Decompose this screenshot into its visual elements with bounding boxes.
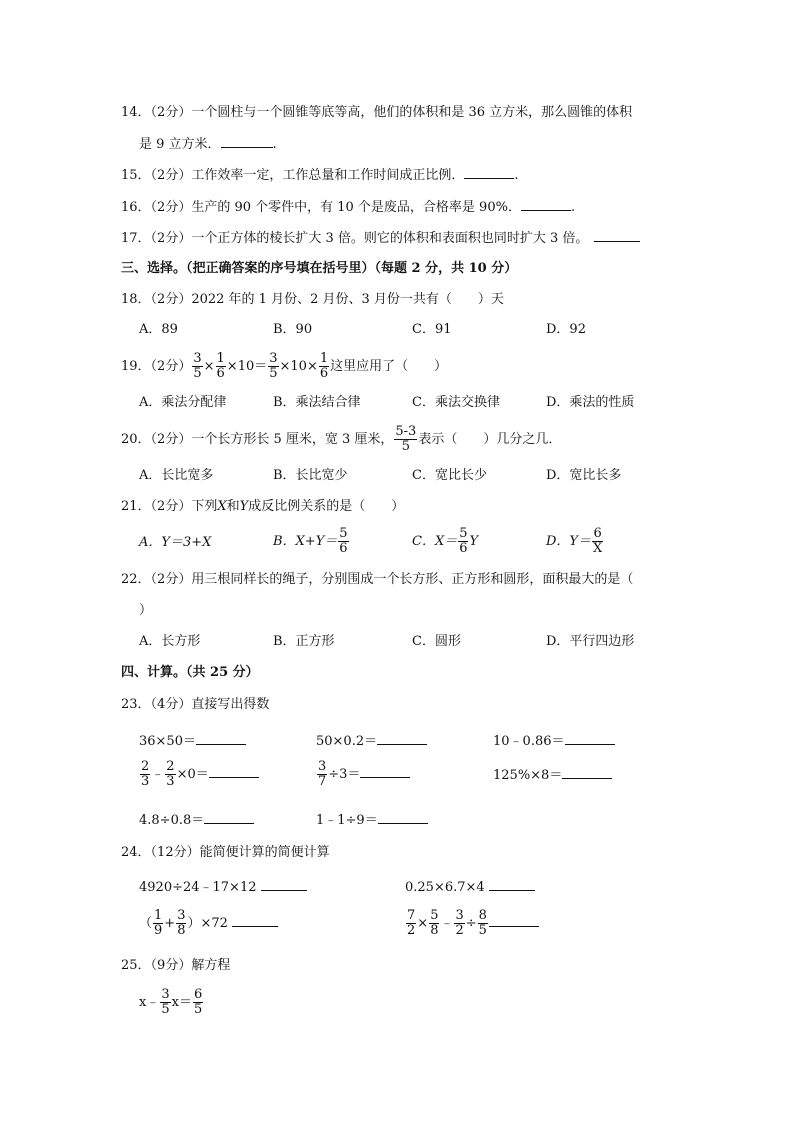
answer-blank[interactable] [489, 878, 535, 891]
option-d[interactable]: D．Y＝ $\frac{6}{X}$ [546, 526, 603, 556]
question-22-continued: ） [139, 603, 153, 618]
fraction: $\frac{6}{X}$ [593, 526, 603, 556]
answer-blank[interactable] [204, 811, 254, 824]
answer-blank[interactable] [261, 878, 307, 891]
fraction: $\frac{1}{9}$ [154, 908, 163, 938]
option-a[interactable]: A．乘法分配律 [139, 395, 227, 410]
option-d[interactable]: D．平行四边形 [546, 634, 635, 649]
answer-blank[interactable] [594, 229, 640, 242]
expression: 50×0.2＝ [316, 732, 427, 750]
option-b[interactable]: B．90 [273, 322, 313, 337]
equation: x﹣ $\frac{3}{5}$ x＝ $\frac{6}{5}$ [139, 987, 203, 1017]
question-22: 22．（2分）用三根同样长的绳子，分别围成一个长方形、正方形和圆形，面积最大的是（ [121, 572, 634, 587]
fraction: $\frac{6}{5}$ [193, 987, 203, 1017]
option-c[interactable]: C．91 [412, 322, 452, 337]
fraction: $\frac{2}{3}$ [141, 759, 150, 789]
question-19: 19．（2分） $\frac{3}{5}$ × $\frac{1}{6}$ ×10＝ $\frac{3}{5}$ ×10× $\frac{1}{6}$ 这里应用了（ ） [121, 351, 448, 381]
answer-blank[interactable] [209, 765, 259, 778]
option-b[interactable]: B．X+Y＝ $\frac{5}{6}$ [273, 526, 348, 556]
answer-blank[interactable] [489, 914, 539, 927]
option-a[interactable]: A．Y＝3+X [139, 535, 212, 550]
fraction: $\frac{1}{6}$ [319, 351, 329, 381]
fraction: $\frac{5}{6}$ [339, 526, 348, 556]
question-20: 20．（2分）一个长方形长 5 厘米，宽 3 厘米， $\frac{5-3}{5}$ 表示（ ）几分之几． [121, 424, 562, 454]
fraction: $\frac{2}{3}$ [166, 759, 175, 789]
fraction: $\frac{3}{2}$ [455, 908, 464, 938]
answer-blank[interactable] [521, 198, 571, 211]
option-c[interactable]: C．圆形 [412, 634, 461, 649]
fraction: $\frac{5-3}{5}$ [395, 424, 417, 454]
question-16: 16．（2分）生产的 90 个零件中，有 10 个是废品，合格率是 90%． . [121, 200, 576, 215]
fraction: $\frac{5}{8}$ [430, 908, 439, 938]
option-b[interactable]: B．长比宽少 [273, 468, 348, 483]
expression: 36×50＝ [139, 732, 246, 750]
answer-blank[interactable] [464, 166, 514, 179]
option-d[interactable]: D．乘法的性质 [546, 395, 635, 410]
expression: $\frac{7}{2}$ × $\frac{5}{8}$ ﹣ $\frac{3}{2}$ ÷ $\frac{8}{5}$ [405, 909, 539, 939]
fraction: $\frac{1}{6}$ [216, 351, 225, 381]
fraction: $\frac{3}{5}$ [161, 987, 170, 1017]
fraction: $\frac{3}{5}$ [269, 351, 278, 381]
fraction: $\frac{3}{5}$ [193, 351, 202, 381]
option-c[interactable]: C．乘法交换律 [412, 395, 500, 410]
option-a[interactable]: A．长比宽多 [139, 468, 214, 483]
question-18: 18．（2分）2022 年的 1 月份、2 月份、3 月份一共有（ ）天 [121, 292, 504, 307]
question-14-continued: 是 9 立方米． . [139, 137, 277, 152]
expression: 4.8÷0.8＝ [139, 811, 254, 829]
section-3-heading: 三、选择。（把正确答案的序号填在括号里）（每题 2 分，共 10 分） [121, 261, 518, 276]
fraction: $\frac{7}{2}$ [407, 908, 416, 938]
section-4-heading: 四、计算。（共 25 分） [121, 665, 259, 680]
question-24: 24．（12分）能简便计算的简便计算 [121, 845, 330, 860]
answer-blank[interactable] [196, 732, 246, 745]
expression: 125%×8＝ [493, 766, 612, 784]
fraction: $\frac{8}{5}$ [478, 908, 487, 938]
expression: （ $\frac{1}{9}$ + $\frac{3}{8}$ ）×72 [139, 909, 278, 939]
expression: 1﹣1÷9＝ [316, 811, 428, 829]
option-b[interactable]: B．乘法结合律 [273, 395, 361, 410]
expression: 10﹣0.86＝ [493, 732, 615, 750]
answer-blank[interactable] [565, 732, 615, 745]
expression: 4920÷24﹣17×12 [139, 878, 307, 896]
fraction: $\frac{3}{7}$ [318, 759, 327, 789]
expression: $\frac{2}{3}$ ﹣ $\frac{2}{3}$ ×0＝ [139, 760, 259, 790]
fraction: $\frac{3}{8}$ [177, 908, 186, 938]
option-d[interactable]: D．92 [546, 322, 586, 337]
answer-blank[interactable] [562, 766, 612, 779]
question-15: 15．（2分）工作效率一定，工作总量和工作时间成正比例． . [121, 168, 519, 183]
question-23: 23．（4分）直接写出得数 [121, 697, 270, 712]
question-21: 21．（2分）下列X和Y成反比例关系的是（ ） [121, 499, 405, 514]
question-14: 14．（2分）一个圆柱与一个圆锥等底等高，他们的体积和是 36 立方米，那么圆锥的体积 [121, 105, 633, 120]
expression: $\frac{3}{7}$ ÷3＝ [316, 760, 410, 790]
fraction: $\frac{5}{6}$ [459, 526, 468, 556]
answer-blank[interactable] [378, 811, 428, 824]
option-c[interactable]: C．X＝ $\frac{5}{6}$ Y [412, 526, 479, 556]
option-b[interactable]: B．正方形 [273, 634, 335, 649]
answer-blank[interactable] [360, 765, 410, 778]
option-c[interactable]: C．宽比长少 [412, 468, 487, 483]
option-d[interactable]: D．宽比长多 [546, 468, 622, 483]
answer-blank[interactable] [232, 914, 278, 927]
option-a[interactable]: A．长方形 [139, 634, 201, 649]
question-17: 17．（2分）一个正方体的棱长扩大 3 倍。则它的体积和表面积也同时扩大 3 倍。 [121, 229, 640, 247]
answer-blank[interactable] [377, 732, 427, 745]
answer-blank[interactable] [221, 135, 273, 148]
option-a[interactable]: A．89 [139, 322, 178, 337]
expression: 0.25×6.7×4 [405, 878, 535, 896]
question-25: 25．（9分）解方程 [121, 958, 231, 973]
